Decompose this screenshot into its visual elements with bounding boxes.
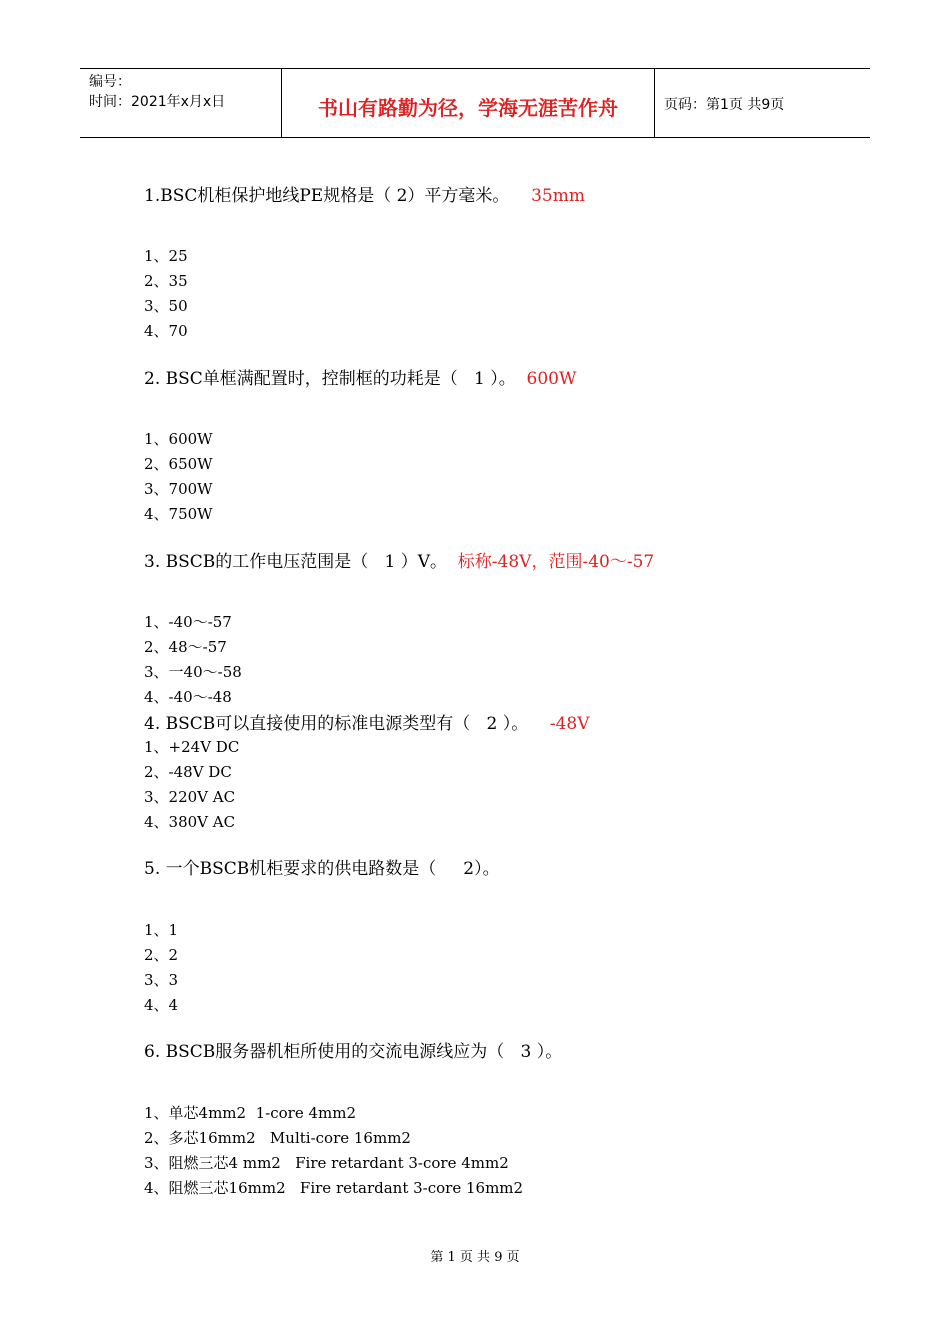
option: 3、3 (144, 971, 179, 989)
option: 4、4 (144, 996, 179, 1014)
question-text: 3. BSCB的工作电压范围是（ 1 ）V。 (144, 552, 447, 572)
question-5 (144, 854, 500, 879)
option: 2、-48V DC (144, 763, 232, 781)
question-text: 5. 一个BSCB机柜要求的供电路数是（ 2）。 (144, 859, 500, 879)
option: 1、1 (144, 921, 179, 939)
option: 2、2 (144, 946, 179, 964)
option: 3、50 (144, 297, 188, 315)
option: 4、380V AC (144, 813, 236, 831)
option: 4、750W (144, 505, 213, 523)
page-label: 页码：第1页 共9页 (664, 97, 785, 113)
question-3 (144, 547, 654, 572)
option: 4、阻燃三芯16mm2 Fire retardant 3-core 16mm2 (144, 1179, 524, 1197)
code-label: 编号： (89, 74, 131, 90)
question-text: 4. BSCB可以直接使用的标准电源类型有（ 2 ）。 (144, 714, 529, 734)
option: 1、单芯4mm2 1-core 4mm2 (144, 1104, 357, 1122)
option: 3、700W (144, 480, 213, 498)
option: 2、多芯16mm2 Multi-core 16mm2 (144, 1129, 411, 1147)
question-text: 6. BSCB服务器机柜所使用的交流电源线应为（ 3 ）。 (144, 1042, 563, 1062)
time-label: 时间：2021年x月x日 (89, 94, 226, 110)
question-2 (144, 364, 576, 389)
question-6 (144, 1037, 562, 1062)
page-footer: 第 1 页 共 9 页 (430, 1250, 520, 1265)
option: 1、-40～-57 (144, 613, 232, 631)
question-text: 2. BSC单框满配置时，控制框的功耗是（ 1 ）。 (144, 369, 516, 389)
question-answer: -48V (549, 714, 590, 734)
page-header (80, 68, 870, 138)
question-answer: 标称-48V，范围-40～-57 (457, 552, 655, 572)
question-answer: 600W (526, 369, 577, 389)
option: 4、-40～-48 (144, 688, 232, 706)
question-4 (144, 709, 589, 734)
option: 2、35 (144, 272, 188, 290)
option: 1、+24V DC (144, 738, 240, 756)
header-meta-cell (80, 69, 282, 137)
option: 2、48～-57 (144, 638, 227, 656)
option: 2、650W (144, 455, 213, 473)
option: 3、一40～-58 (144, 663, 242, 681)
question-text: 1.BSC机柜保护地线PE规格是（ 2）平方毫米。 (144, 186, 510, 206)
header-motto-cell (282, 69, 655, 137)
header-page-cell (655, 69, 870, 137)
option: 4、70 (144, 322, 188, 340)
motto: 书山有路勤为径，学海无涯苦作舟 (318, 96, 618, 120)
option: 1、600W (144, 430, 213, 448)
question-1 (144, 181, 585, 206)
option: 3、阻燃三芯4 mm2 Fire retardant 3-core 4mm2 (144, 1154, 509, 1172)
question-answer: 35mm (531, 186, 585, 206)
option: 3、220V AC (144, 788, 236, 806)
option: 1、25 (144, 247, 188, 265)
